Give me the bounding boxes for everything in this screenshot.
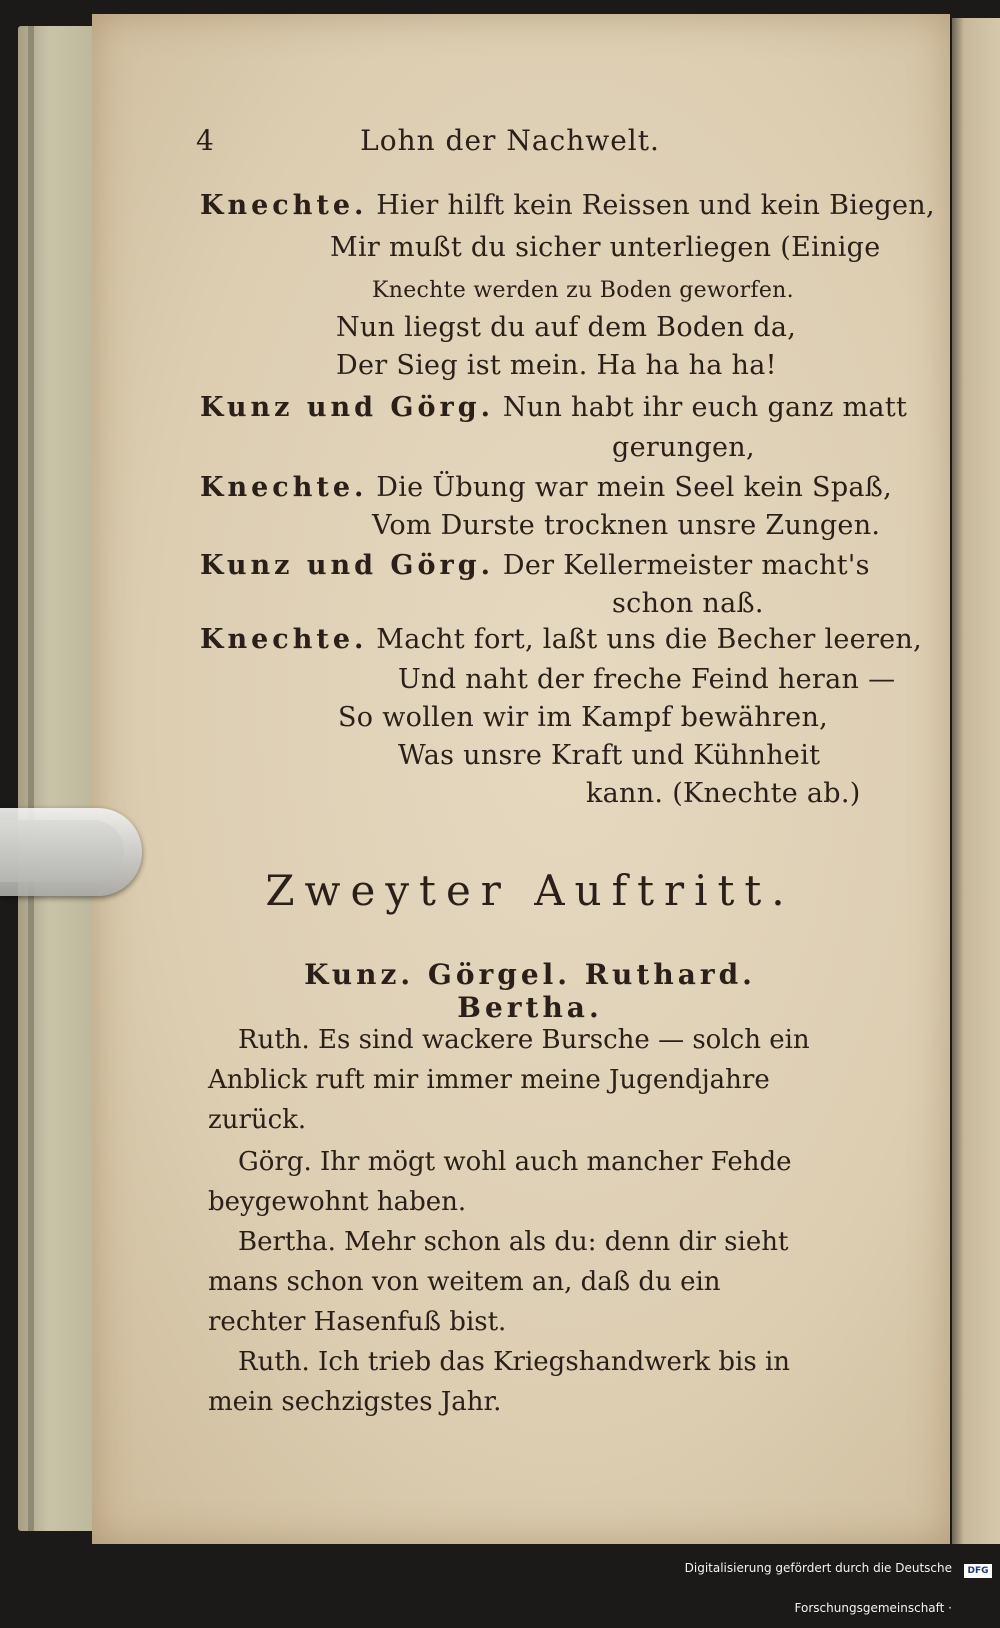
page-holder-clip-highlight xyxy=(0,820,124,882)
speaker-label: Kunz und Görg. xyxy=(200,392,494,423)
book-spine-edge xyxy=(28,26,34,1531)
stage-direction xyxy=(372,278,794,303)
verse-text: Vom Durste trocknen unsre Zungen. xyxy=(372,510,881,541)
verse-text: So wollen wir im Kampf bewähren, xyxy=(338,702,829,733)
verse-text: schon naß. xyxy=(612,588,764,619)
verse-text: Der Sieg ist mein. Ha ha ha ha! xyxy=(336,350,777,381)
verse-line xyxy=(330,232,881,263)
verse-line xyxy=(200,392,907,423)
verse-line xyxy=(398,664,895,695)
speaker-label: Knechte. xyxy=(200,190,368,221)
verse-text: Nun liegst du auf dem Boden da, xyxy=(336,312,797,343)
verse-line xyxy=(398,740,820,771)
verse-text: Was unsre Kraft und Kühnheit xyxy=(398,740,821,771)
verse-line xyxy=(336,312,796,343)
verse-text: Knechte werden zu Boden geworfen. xyxy=(372,278,794,303)
digitization-credit: Digitalisierung gefördert durch die Deutsche Forschungsgemeinschaft · xyxy=(572,1548,992,1588)
speaker-label: Knechte. xyxy=(200,624,368,655)
dialogue-paragraph: Bertha. Mehr schon als du: denn dir sieht mans schon von weitem an, daß du ein rechter Hasenfuß bist. xyxy=(208,1227,789,1337)
dfg-logo: DFG xyxy=(964,1564,992,1578)
dialogue-paragraph: Ruth. Ich trieb das Kriegshandwerk bis in mein sechzigstes Jahr. xyxy=(208,1347,791,1417)
verse-line xyxy=(612,588,764,619)
verse-line xyxy=(200,624,922,655)
verse-line xyxy=(200,472,892,503)
page-number: 4 xyxy=(196,124,214,157)
dialogue-paragraph: Görg. Ihr mögt wohl auch mancher Fehde beygewohnt haben. xyxy=(208,1147,792,1217)
scene-heading: Zweyter Auftritt. xyxy=(265,866,795,915)
verse-text: Der Kellermeister macht's xyxy=(502,550,870,581)
dialogue-paragraph: Ruth. Es sind wackere Bursche — solch ein Anblick ruft mir immer meine Jugendjahre zurück. xyxy=(208,1025,810,1135)
verse-line xyxy=(338,702,828,733)
verse-line xyxy=(200,190,935,221)
verse-text: gerungen, xyxy=(612,432,755,463)
verse-text: Und naht der freche Feind heran — xyxy=(398,664,896,695)
verse-line xyxy=(200,550,870,581)
running-title: Lohn der Nachwelt. xyxy=(360,124,660,157)
verse-text: kann. (Knechte ab.) xyxy=(586,778,861,809)
speaker-label: Knechte. xyxy=(200,472,368,503)
verse-line xyxy=(372,510,880,541)
verse-text: Nun habt ihr euch ganz matt xyxy=(502,392,908,423)
facing-page-edge xyxy=(952,18,1000,1544)
verse-line xyxy=(586,778,861,809)
speaker-label: Kunz und Görg. xyxy=(200,550,494,581)
verse-line xyxy=(336,350,777,381)
page-header xyxy=(190,124,830,164)
verse-line xyxy=(612,432,755,463)
verse-text: Mir mußt du sicher unterliegen (Einige xyxy=(330,232,881,263)
verse-text: Macht fort, laßt uns die Becher leeren, xyxy=(376,624,922,655)
character-list: Kunz. Görgel. Ruthard. Bertha. xyxy=(304,958,756,1024)
verse-text: Die Übung war mein Seel kein Spaß, xyxy=(376,472,893,503)
verse-text: Hier hilft kein Reissen und kein Biegen, xyxy=(376,190,935,221)
